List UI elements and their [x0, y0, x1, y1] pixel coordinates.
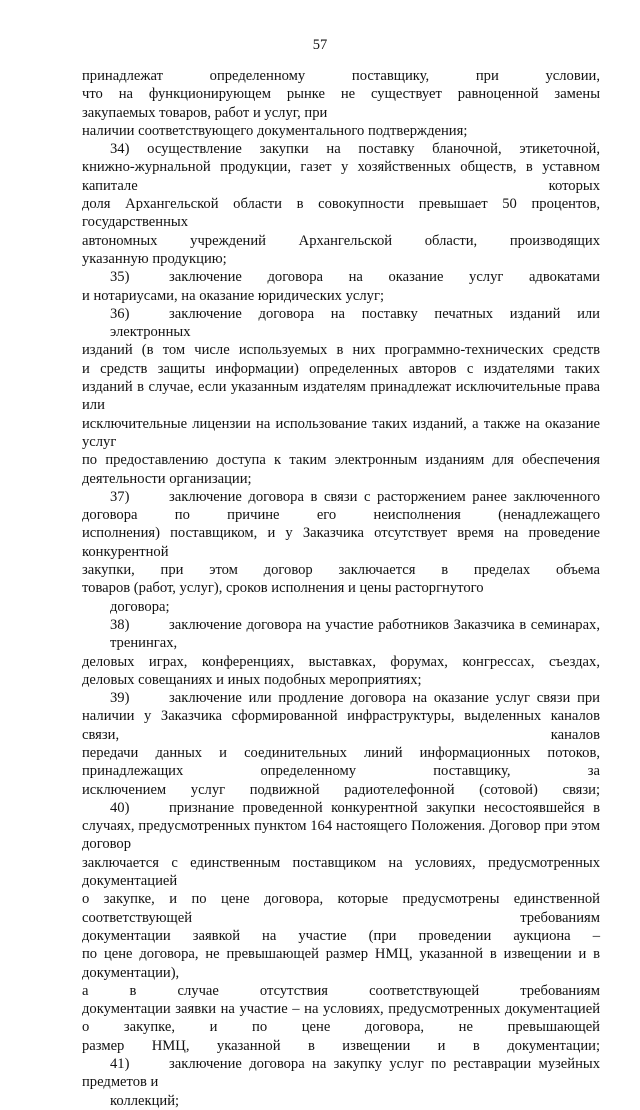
list-item: [82, 799, 600, 1055]
list-item-text: изданий (в том числе используемых в них программно-технических средств: [82, 342, 600, 359]
list-item-text: изданий в случае, если указанным издателям принадлежат исключительные права или: [82, 379, 600, 414]
list-item-text: 34) осуществление закупки на поставку бланочной, этикеточной,: [110, 141, 600, 158]
list-item-text: документации заявкой на участие (при проведении аукциона –: [82, 927, 600, 944]
list-item-text: передачи данных и соединительных линий информационных потоков, принадлежащих определенному поставщику, за: [82, 744, 600, 780]
list-item-number: 36): [110, 305, 130, 322]
list-item-text: автономных учреждений Архангельской области, производящих: [82, 232, 600, 249]
list-item-number: 35): [110, 269, 130, 286]
list-item: [82, 689, 600, 799]
list-item-number: 38): [110, 616, 130, 633]
list-item-text: исключением услуг подвижной радиотелефонной (сотовой) связи;: [82, 781, 600, 798]
list-item: 41) заключение договора на закупку услуг по реставрации музейных предметов и коллекций;: [82, 1056, 600, 1109]
list-item: [82, 305, 600, 488]
list-item-text: принадлежат определенному поставщику, при условии,: [82, 68, 600, 84]
list-item-text: о закупке, и по цене договора, не превышающей: [82, 1019, 600, 1036]
document-body: [82, 67, 600, 1110]
list-item-text: предметов и: [82, 1074, 159, 1091]
list-item: [82, 268, 600, 305]
list-item-text: а в случае отсутствия соответствующей требованиям: [82, 982, 600, 999]
list-item-text: указанную продукцию;: [82, 250, 227, 267]
list-item-number: 41): [110, 1056, 130, 1073]
list-item-text: заключение договора на поставку печатных изданий или электронных: [110, 305, 600, 341]
list-item-text: исключительные лицензии на использование таких изданий, а также на оказание услуг: [82, 415, 600, 450]
list-item-text: документации заявки на участие – на условиях, предусмотренных документацией: [82, 1001, 600, 1018]
list-item-text: заключение договора на оказание услуг адвокатами: [169, 269, 600, 286]
list-item-number: 40): [110, 799, 130, 816]
list-item-text: о закупке, и по цене договора, которые предусмотрены единственной соответствующей требованиям: [82, 891, 600, 926]
list-item-text: закупаемых товаров, работ и услуг, при: [82, 104, 328, 121]
list-item-text: книжно-журнальной продукции, газет у хозяйственных обществ, в уставном капитале которых: [82, 159, 600, 194]
list-item-text: деловых играх, конференциях, выставках, форумах, конгрессах, съездах,: [82, 653, 600, 670]
list-item-text: заключение договора на закупку услуг по реставрации музейных: [169, 1056, 600, 1073]
list-item-text: наличии у Заказчика сформированной инфраструктуры, выделенных каналов связи, каналов: [82, 708, 600, 743]
page-number: 57: [312, 37, 328, 53]
list-item-text: заключение договора в связи с расторжением ранее заключенного: [169, 488, 600, 505]
list-item-text: заключение или продление договора на оказание услуг связи при: [169, 690, 600, 707]
list-item-text: заключение договора на участие работников Заказчика в семинарах, тренингах,: [110, 616, 600, 652]
list-item-text: деятельности организации;: [82, 470, 252, 487]
list-item-text: по предоставлению доступа к таким электронным изданиям для обеспечения: [82, 452, 600, 469]
list-item-number: 39): [110, 690, 130, 707]
list-item: 37) заключение договора в связи с расторжением ранее заключенного договора по причине его неисполнения (ненадлежащего исполнения) поставщиком, и у Заказчика отсутствует время на проведение конкурентной закупки, при этом договор заключается в пределах объема товаров (работ, услуг), сроков исполнения и цены расторгнутого договора;: [82, 488, 600, 615]
list-item-text: и нотариусами, на оказание юридических услуг;: [82, 287, 384, 304]
list-item: [82, 140, 600, 268]
list-item-text: договора по причине его неисполнения (ненадлежащего: [82, 507, 600, 524]
list-item: [82, 616, 600, 689]
list-item-text: что на функционирующем рынке не существует равноценной замены: [82, 86, 600, 103]
list-item-text: доля Архангельской области в совокупности превышает 50 процентов, государственных: [82, 196, 600, 231]
list-item: принадлежат определенному поставщику, при условии, что на функционирующем рынке не существует равноценной замены закупаемых товаров, работ и услуг, при наличии соответствующего документального подтверждения;: [82, 68, 600, 139]
list-item-text: заключается с единственным поставщиком на условиях, предусмотренных документацией: [82, 854, 600, 890]
list-item-text: случаях, предусмотренных пунктом 164 настоящего Положения. Договор при этом договор: [82, 818, 600, 853]
list-item-text: исполнения) поставщиком, и у Заказчика отсутствует время на проведение конкурентной: [82, 525, 600, 560]
list-item-number: 37): [110, 488, 130, 505]
list-item-text: товаров (работ, услуг), сроков исполнения и цены расторгнутого: [82, 580, 484, 597]
list-item-text: деловых совещаниях и иных подобных мероприятиях;: [82, 671, 422, 688]
list-item-text: и средств защиты информации) определенных авторов с издателями таких: [82, 360, 600, 377]
list-item-text: размер НМЦ, указанной в извещении и в документации;: [82, 1037, 600, 1054]
list-item-text: признание проведенной конкурентной закупки несостоявшейся в: [169, 799, 600, 816]
list-item-text: закупки, при этом договор заключается в пределах объема: [82, 562, 600, 579]
list-item-text: по цене договора, не превышающей размер НМЦ, указанной в извещении и в документации),: [82, 946, 600, 981]
